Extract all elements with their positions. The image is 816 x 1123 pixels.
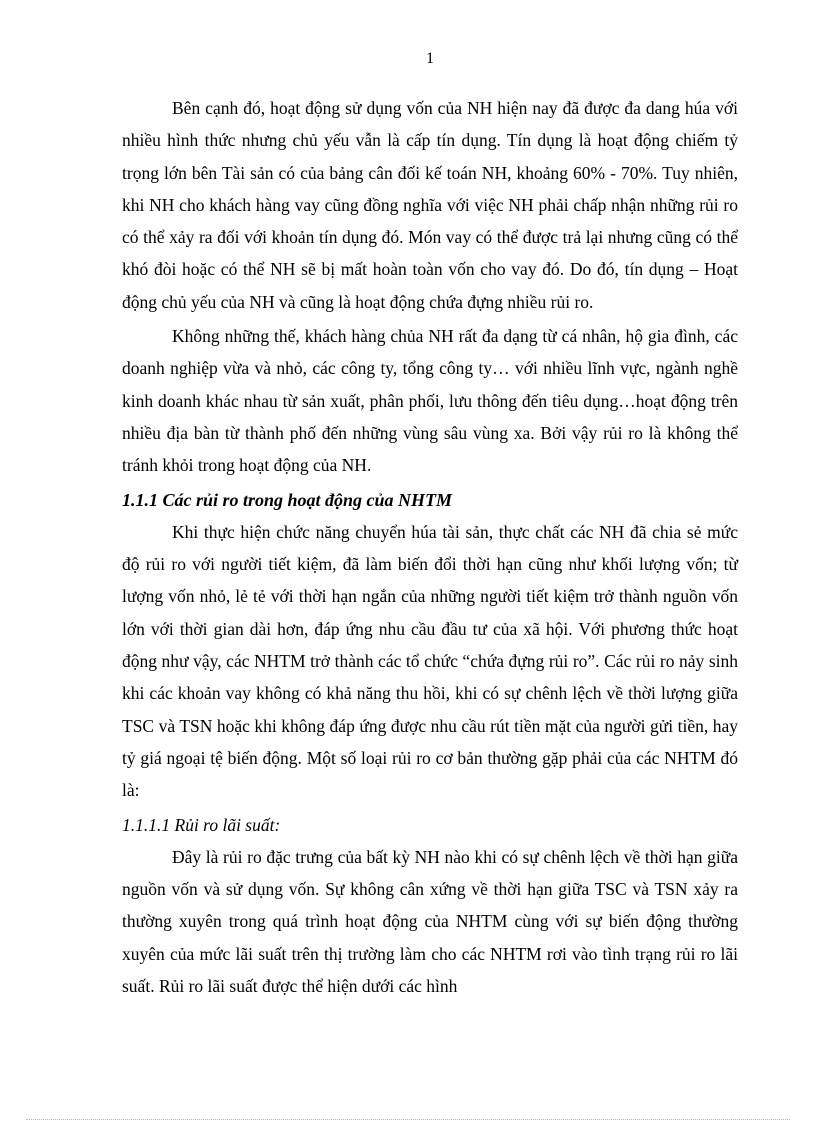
paragraph-intro-2: Không những thế, khách hàng chủa NH rất đa dạng từ cá nhân, hộ gia đình, các doanh nghiệp vừa và nhỏ, các công ty, tổng công ty… với nhiều lĩnh vực, ngành nghề kinh doanh khác nhau từ sản xuất, phân phối, lưu thông đến tiêu dụng…hoạt động trên nhiều địa bàn từ thành phố đến những vùng sâu vùng xa. Bởi vậy rủi ro là không thể tránh khỏi trong hoạt động của NH. bbox=[122, 326, 738, 476]
section-heading-1-1-1-1: 1.1.1.1 Rủi ro lãi suất: bbox=[122, 814, 281, 835]
body-text bbox=[122, 92, 738, 1004]
page-number: 1 bbox=[426, 50, 434, 67]
paragraph-interest-rate-risk: Đây là rủi ro đặc trưng của bất kỳ NH nào khi có sự chênh lệch về thời hạn giữa nguồn vốn và sử dụng vốn. Sự không cân xứng về thời hạn giữa TSC và TSN xảy ra thường xuyên trong quá trình hoạt động của NHTM cùng với sự biến động thường xuyên của mức lãi suất trên thị trường làm cho các NHTM rơi vào tình trạng rủi ro lãi suất. Rủi ro lãi suất được thể hiện dưới các hình bbox=[122, 846, 738, 997]
paragraph-intro-1: Bên cạnh đó, hoạt động sử dụng vốn của NH hiện nay đã được đa dang húa với nhiều hình thức nhưng chủ yếu vẫn là cấp tín dụng. Tín dụng là hoạt động chiếm tỷ trọng lớn bên Tài sản có của bảng cân đối kế toán NH, khoảng 60% - 70%. Tuy nhiên, khi NH cho khách hàng vay cũng đồng nghĩa với việc NH phải chấp nhận những rủi ro có thể xảy ra đối với khoản tín dụng đó. Món vay có thể được trả lại nhưng cũng có thể khó đòi hoặc có thể NH sẽ bị mất hoàn toàn vốn cho vay đó. Do đó, tín dụng – Hoạt động chủ yếu của NH và cũng là hoạt động chứa đựng nhiều rủi ro. bbox=[122, 98, 738, 312]
section-heading-1-1-1: 1.1.1 Các rủi ro trong hoạt động của NHTM bbox=[122, 489, 453, 510]
paragraph-risks: Khi thực hiện chức năng chuyển húa tài sản, thực chất các NH đã chia sẻ mức độ rủi ro với người tiết kiệm, đã làm biến đổi thời hạn cũng như khối lượng vốn; từ lượng vốn nhỏ, lẻ tẻ với thời hạn ngắn của những người tiết kiệm trở thành nguồn vốn lớn với thời gian dài hơn, đáp ứng nhu cầu đầu tư của xã hội. Với phương thức hoạt động như vậy, các NHTM trở thành các tổ chức “chứa đựng rủi ro”. Các rủi ro nảy sinh khi các khoản vay không có khả năng thu hồi, khi có sự chênh lệch về thời lượng giữa TSC và TSN hoặc khi không đáp ứng được nhu cầu rút tiền mặt của người gửi tiền, hay tỷ giá ngoại tệ biến động. Một số loại rủi ro cơ bản thường gặp phải của các NHTM đó là: bbox=[122, 521, 738, 801]
page-bottom-divider bbox=[26, 1119, 790, 1120]
